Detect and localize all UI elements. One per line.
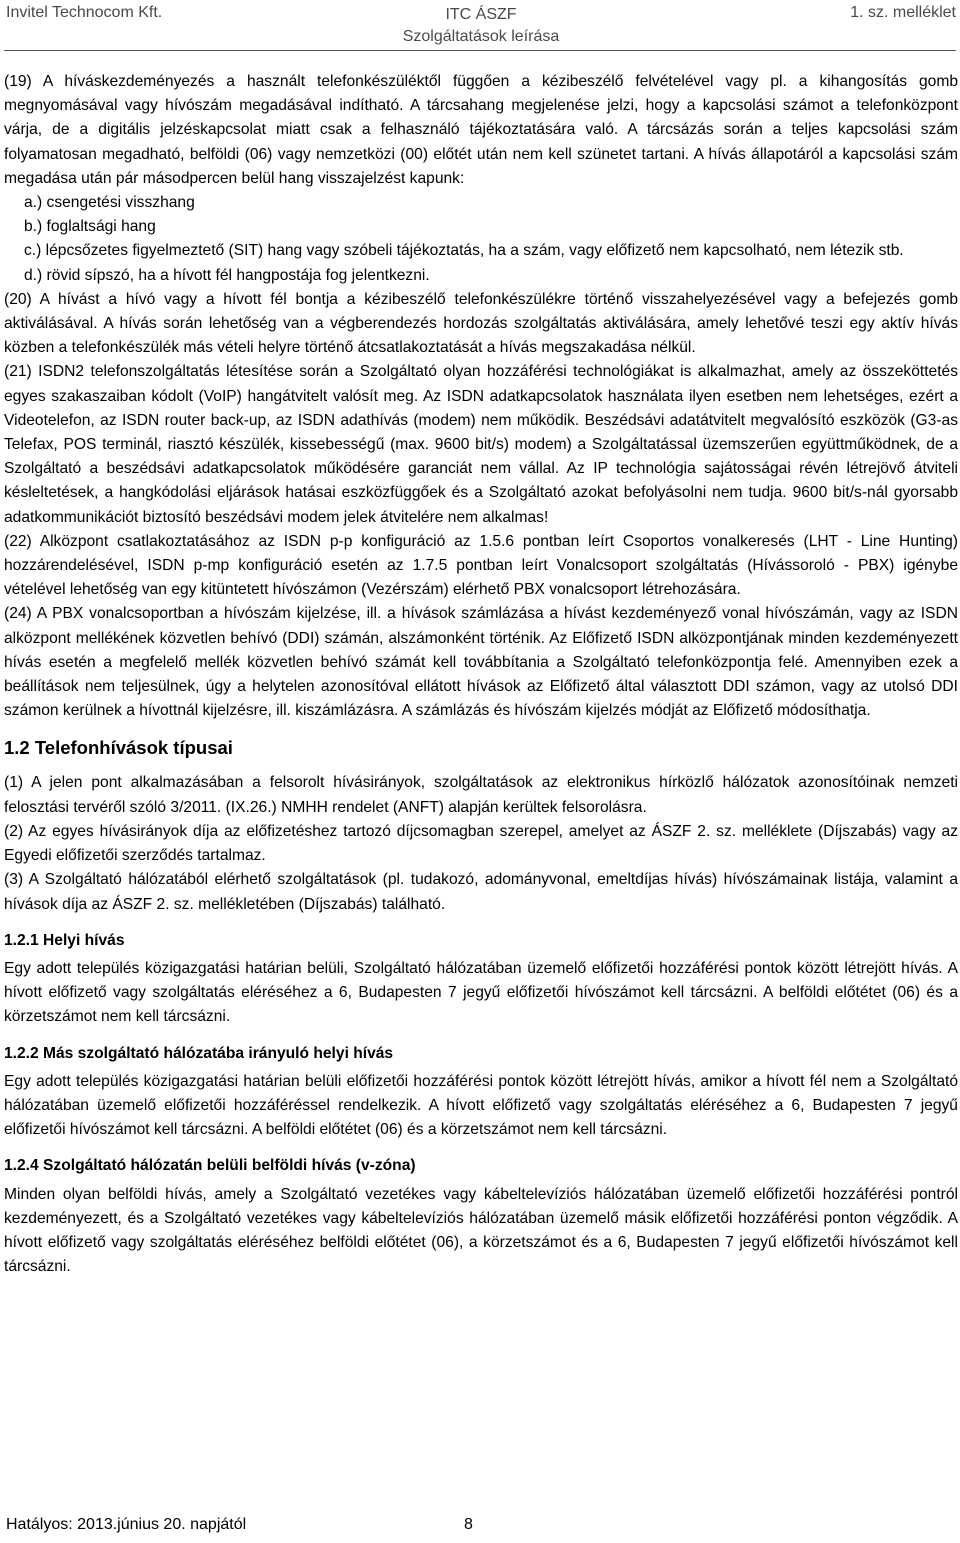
section-heading-1-2-2: 1.2.2 Más szolgáltató hálózatába irányuló helyi hívás	[4, 1044, 394, 1062]
paragraph-19: (19) A híváskezdeményezés a használt telefonkészüléktől függően a kézibeszélő felvételével vagy pl. a kihangosítás gomb megnyomásával vagy hívószám megadásával indítható. A tárcsahang megjelenése jelzi, hogy a kapcsolási számot a telefonközpont várja, de a digitális jelzéskapcsolat miatt csak a felhasználó tájékoztatására való. A tárcsázás során a teljes kapcsolási szám folyamatosan megadható, belföldi (06) vagy nemzetközi (00) előtét után nem kell szünetet tartani. A hívás állapotáról a kapcsolási szám megadása után pár másodpercen belül hang visszajelzést kapunk:	[4, 73, 958, 187]
paragraph-1-2-1: Egy adott település közigazgatási határian belüli, Szolgáltató hálózatában üzemelő előfizetői hozzáférési pontok között létrejött hívás. A hívott előfizető vagy szolgáltatás eléréséhez a 6, Budapesten 7 jegyű előfizetői hívószámot kell tárcsázni. A belföldi előtétet (06) és a körzetszámot nem kell tárcsázni.	[4, 959, 958, 1026]
paragraph-1-2-2: Egy adott település közigazgatási határian belüli előfizetői hozzáférési pontok között létrejött hívás, amikor a hívott fél nem a Szolgáltató hálózatában üzemelő előfizetői hozzáféréssel rendelkezik. A hívott előfizető vagy szolgáltatás eléréséhez a 6, Budapesten 7 jegyű előfizetői hívószámot kell tárcsázni. A belföldi előtétet (06) és a körzetszámot nem kell tárcsázni.	[4, 1072, 958, 1139]
header-divider	[4, 50, 956, 51]
header-annex: 1. sz. melléklet	[850, 4, 956, 21]
paragraph-1-2-4: Minden olyan belföldi hívás, amely a Szolgáltató vezetékes vagy kábeltelevíziós hálózatában üzemelő előfizetői hozzáférési pontról kezdeményezett, és a Szolgáltató vezetékes vagy kábeltelevíziós hálózatában üzemelő másik előfizetői hozzáférési ponton végződik. A hívott előfizető vagy szolgáltatás eléréséhez belföldi előtétet (06), a körzetszámot és a 6, Budapesten 7 jegyű előfizetői hívószámot kell tárcsázni.	[4, 1185, 958, 1276]
header-title-top: ITC ÁSZF	[445, 6, 517, 23]
list-item-c: c.) lépcsőzetes figyelmeztető (SIT) hang vagy szóbeli tájékoztatás, ha a szám, vagy előfizető nem kapcsolható, nem létezik stb.	[24, 242, 904, 260]
section-heading-1-2-4: 1.2.4 Szolgáltató hálózatán belüli belföldi hívás (v-zóna)	[4, 1157, 416, 1175]
header-company: Invitel Technocom Kft.	[6, 4, 163, 21]
header-document-title	[391, 4, 571, 48]
paragraph-2: (2) Az egyes hívásirányok díja az előfizetéshez tartozó díjcsomagban szerepel, amelyet az ÁSZF 2. sz. melléklete (Díjszabás) vagy az Egyedi előfizetői szerződés tartalmaz.	[4, 822, 958, 865]
page-footer	[6, 1516, 473, 1534]
list-item-b: b.) foglaltsági hang	[24, 218, 156, 236]
section-heading-1-2-1: 1.2.1 Helyi hívás	[4, 931, 125, 949]
list-item-a: a.) csengetési visszhang	[24, 194, 195, 212]
paragraph-21: (21) ISDN2 telefonszolgáltatás létesítése során a Szolgáltató olyan hozzáférési technológiákat is alkalmazhat, amely az összeköttetés egyes szakaszaiban kódolt (VoIP) hangátvitelt valósít meg. Az ISDN adatkapcsolatok használata ilyen esetben nem lehetséges, ezért a Videotelefon, az ISDN router back-up, az ISDN adathívás (modem) nem működik. Beszédsávi adatátvitelt megvalósító eszközök (G3-as Telefax, POS terminál, riasztó készülék, kissebességű (max. 9600 bit/s) modem) a Szolgáltatással üzemszerűen együttműködnek, de a Szolgáltató a beszédsávi adatkapcsolatok működésére garanciát nem vállal. Az IP technológia sajátosságai révén létrejövő átviteli késleltetések, a hangkódolási eljárások hatásai eszközfüggőek és a Szolgáltató azokat befolyásolni nem tudja. 9600 bit/s-nál gyorsabb adatkommunikációt biztosító beszédsávi modem jelek átvitelére nem alkalmas!	[4, 363, 958, 526]
paragraph-1: (1) A jelen pont alkalmazásában a felsorolt hívásirányok, szolgáltatások az elektronikus hírközlő hálózatok azonosítóinak nemzeti felosztási tervéről szóló 3/2011. (IX.26.) NMHH rendelet (ANFT) alapján kerültek felsorolásra.	[4, 774, 958, 816]
footer-page-number: 8	[464, 1516, 473, 1533]
paragraph-3: (3) A Szolgáltató hálózatából elérhető szolgáltatások (pl. tudakozó, adományvonal, emeltdíjas hívás) hívószámainak listája, valamint a hívások díja az ÁSZF 2. sz. mellékletében (Díjszabás) található.	[4, 871, 958, 913]
footer-effective-date: Hatályos: 2013.június 20. napjától	[6, 1516, 247, 1533]
paragraph-22: (22) Alközpont csatlakoztatásához az ISDN p-p konfiguráció az 1.5.6 pontban leírt Csoportos vonalkeresés (LHT - Line Hunting) hozzárendelésével, ISDN p-mp konfiguráció esetén az 1.7.5 pontban leírt Vonalcsoport szolgáltatás (Hívássoroló - PBX) igénybe vételével lehetőség van egy kitüntetett hívószámon (Vezérszám) elérhető PBX vonalcsoport létrehozására.	[4, 532, 958, 599]
list-item-d: d.) rövid sípszó, ha a hívott fél hangpostája fog jelentkezni.	[24, 266, 430, 284]
paragraph-20: (20) A hívást a hívó vagy a hívott fél bontja a kézibeszélő telefonkészülékre történő visszahelyezésével vagy a befejezés gomb aktiválásával. A hívás során lehetőség van a végberendezés hordozás szolgáltatás aktiválására, amely lehetővé teszi egy aktív hívás közben a telefonkészülék más vételi helyre történő átcsatlakoztatását a hívás megszakadása nélkül.	[4, 290, 958, 357]
paragraph-24: (24) A PBX vonalcsoportban a hívószám kijelzése, ill. a hívások számlázása a hívást kezdeményező vonal hívószámán, vagy az ISDN alközpont mellékének közvetlen behívó (DDI) számán, alszámonként történik. Az Előfizető ISDN alközpontjának minden kezdeményezett hívás esetén a megfelelő mellék közvetlen behívó számát kell továbbítania a Szolgáltató telefonközpontja felé. Amennyiben ezek a beállítások nem teljesülnek, úgy a helytelen azonosítóval ellátott hívások az Előfizető által választott DDI számon, vagy az utolsó DDI számon kerülnek a hívottnál kijelzésre, ill. kiszámlázásra. A számlázás és hívószám kijelzés módját az Előfizető módosíthatja.	[4, 605, 958, 720]
header-title-bottom: Szolgáltatások leírása	[402, 28, 560, 45]
section-heading-1-2: 1.2 Telefonhívások típusai	[4, 737, 233, 759]
document-body	[4, 70, 958, 1279]
page-header	[0, 0, 960, 52]
